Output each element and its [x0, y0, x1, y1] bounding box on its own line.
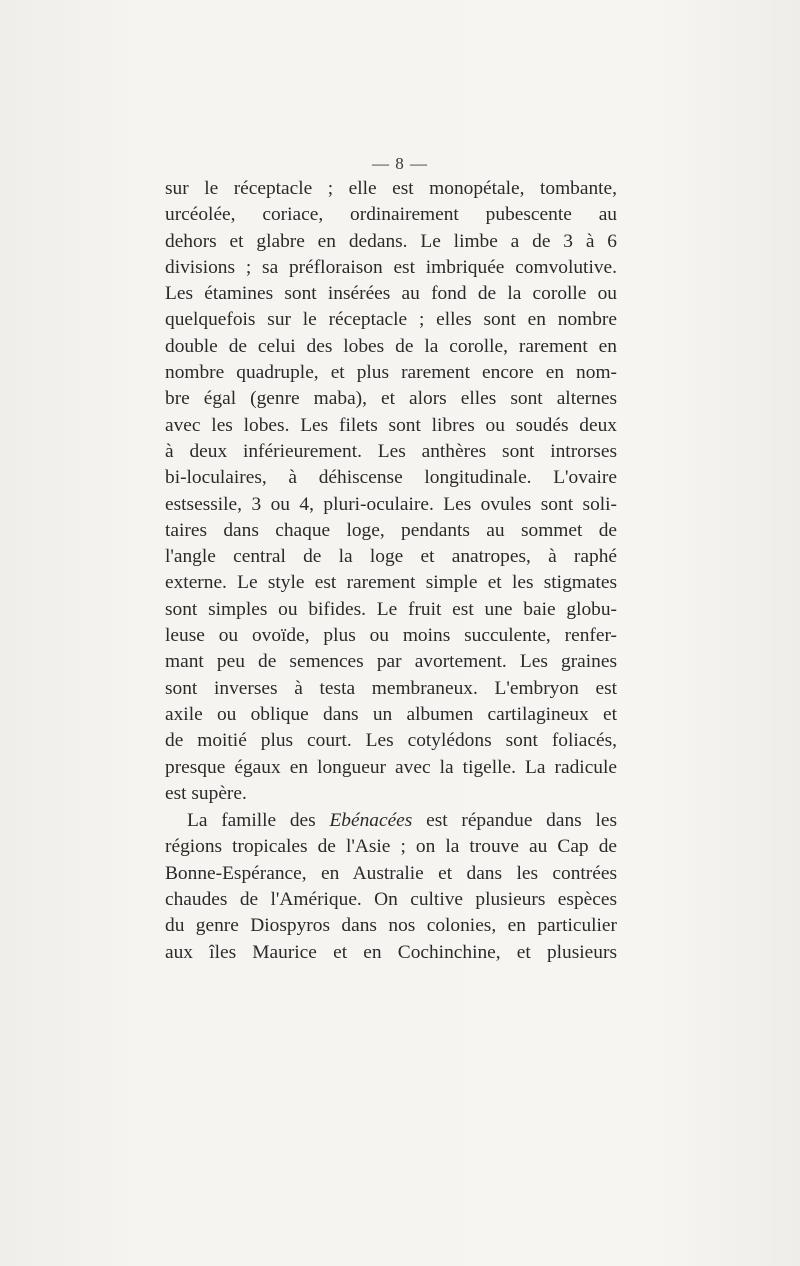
- text-line: taires dans chaque loge, pendants au sommet de: [165, 519, 617, 541]
- text-line: mant peu de semences par avortement. Les graines: [165, 651, 617, 673]
- text-line: du genre Diospyros dans nos colonies, en particulier: [165, 915, 617, 937]
- text-line: Bonne-Espérance, en Australie et dans les contrées: [165, 862, 617, 884]
- text-line: Les étamines sont insérées au fond de la corolle ou: [165, 283, 617, 305]
- text-line: quelquefois sur le réceptacle ; elles sont en nombre: [165, 309, 617, 331]
- text-line: sur le réceptacle ; elle est monopétale, tombante,: [165, 178, 617, 199]
- text-line: estsessile, 3 ou 4, pluri-oculaire. Les ovules sont soli-: [165, 493, 617, 515]
- text-segment: est répandue dans les: [412, 810, 617, 832]
- text-line: bi-loculaires, à déhiscense longitudinale. L'ovaire: [165, 467, 617, 489]
- text-line: double de celui des lobes de la corolle, rarement en: [165, 335, 617, 357]
- text-line: nombre quadruple, et plus rarement encore en nom-: [165, 362, 617, 384]
- text-line: aux îles Maurice et en Cochinchine, et plusieurs: [165, 941, 617, 963]
- text-line: dehors et glabre en dedans. Le limbe a de 3 à 6: [165, 230, 617, 252]
- text-line: leuse ou ovoïde, plus ou moins succulente, renfer-: [165, 625, 617, 647]
- text-line: [165, 808, 617, 834]
- text-line: urcéolée, coriace, ordinairement pubescente au: [165, 204, 617, 226]
- text-line: sont inverses à testa membraneux. L'embryon est: [165, 677, 617, 699]
- page-number: — 8 —: [372, 154, 428, 173]
- family-name-italic: Ebénacées: [329, 810, 413, 832]
- text-line: presque égaux en longueur avec la tigelle. La radicule: [165, 756, 617, 778]
- text-line: à deux inférieurement. Les anthères sont introrses: [165, 440, 617, 462]
- text-line: bre égal (genre maba), et alors elles sont alternes: [165, 388, 617, 410]
- text-line: externe. Le style est rarement simple et les stigmates: [165, 572, 617, 594]
- text-line: régions tropicales de l'Asie ; on la trouve au Cap de: [165, 836, 617, 858]
- text-segment: La famille des: [187, 810, 330, 832]
- text-line: chaudes de l'Amérique. On cultive plusieurs espèces: [165, 889, 617, 911]
- text-line: est supère.: [165, 782, 247, 804]
- paragraph-1: [165, 176, 617, 807]
- text-line: axile ou oblique dans un albumen cartilagineux et: [165, 703, 617, 725]
- text-line: divisions ; sa préfloraison est imbriquée comvolutive.: [165, 256, 617, 278]
- text-line: de moitié plus court. Les cotylédons sont foliacés,: [165, 730, 617, 752]
- text-line: sont simples ou bifides. Le fruit est une baie globu-: [165, 598, 617, 620]
- text-line: avec les lobes. Les filets sont libres ou soudés deux: [165, 414, 617, 436]
- paragraph-2: [165, 808, 617, 966]
- text-line: l'angle central de la loge et anatropes, à raphé: [165, 546, 617, 568]
- body-text: [165, 176, 617, 966]
